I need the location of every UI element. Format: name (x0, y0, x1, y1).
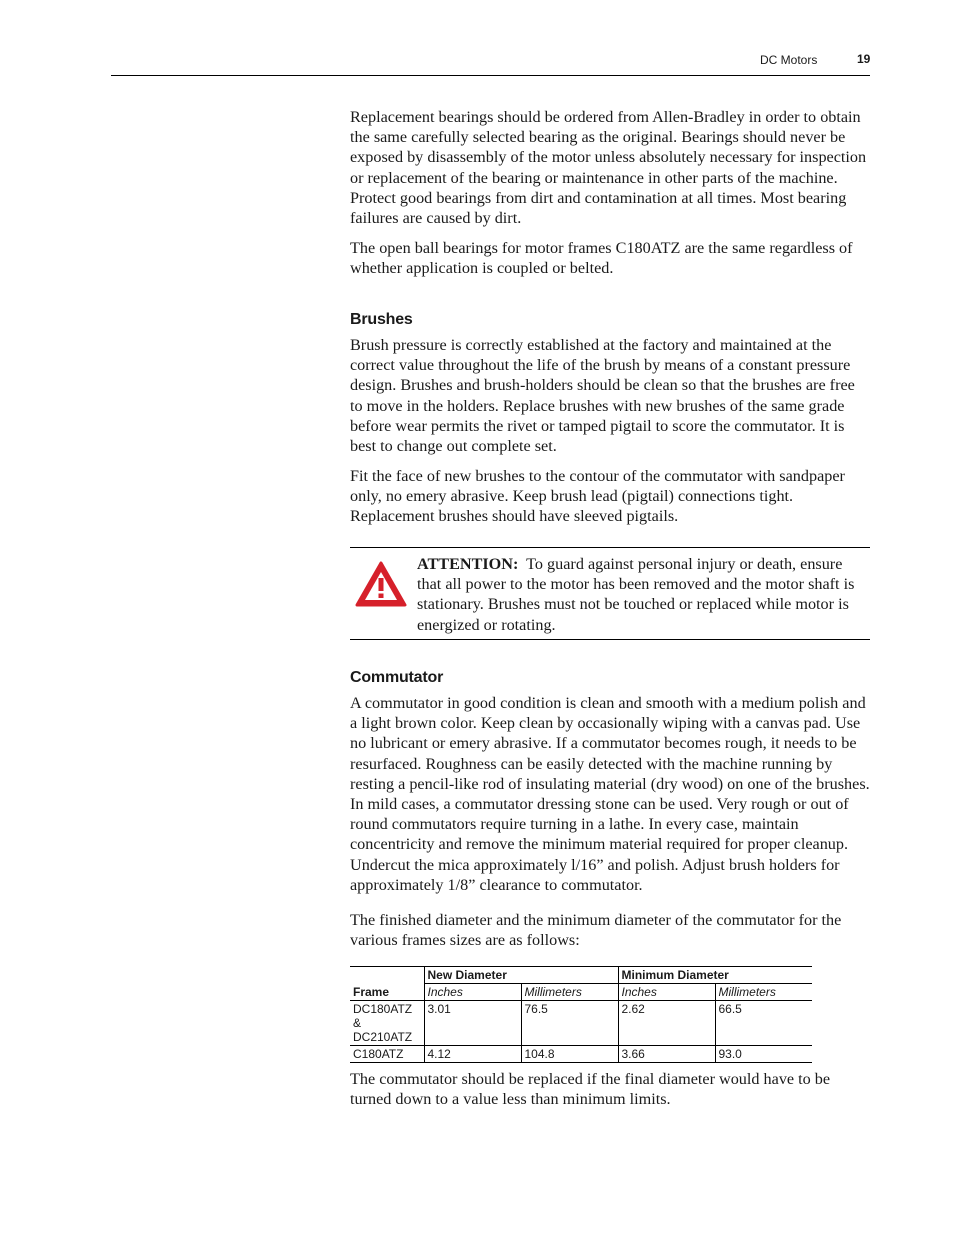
frame-column-header: Frame (350, 967, 424, 1001)
intro-paragraph-2-block (350, 238, 870, 278)
attention-notice (350, 547, 870, 640)
new-millimeters-cell: 104.8 (521, 1046, 618, 1063)
new-millimeters-cell: 76.5 (521, 1001, 618, 1046)
commutator-paragraph-3: The commutator should be replaced if the final diameter would have to be turned down to a value less than minimum limits. (350, 1070, 831, 1109)
table-header-row-groups (350, 967, 812, 984)
min-inches-cell: 2.62 (618, 1001, 715, 1046)
intro-paragraph-1-block (350, 107, 870, 228)
commutator-paragraph-1-block (350, 693, 870, 895)
min-millimeters-header: Millimeters (715, 984, 812, 1001)
min-millimeters-cell: 66.5 (715, 1001, 812, 1046)
warning-triangle-icon (354, 560, 408, 608)
new-diameter-header: New Diameter (424, 967, 618, 984)
frame-cell-line-1: DC180ATZ & (353, 1002, 413, 1030)
intro-paragraph-1: Replacement bearings should be ordered from Allen-Bradley in order to obtain the same carefully selected bearing as the original. Bearings should never be exposed by disassembly of the motor unless absolutely necessary for inspection or replacement of the bearing or maintenance in other parts of the machine. Protect good bearings from dirt and contamination at all times. Most bearing failures are caused by dirt. (350, 108, 867, 228)
brushes-paragraph-2-block (350, 466, 870, 527)
brushes-heading: Brushes (350, 311, 413, 328)
commutator-paragraph-3-block (350, 1069, 870, 1109)
attention-label: ATTENTION: (417, 555, 519, 573)
brushes-paragraph-1: Brush pressure is correctly established at the factory and maintained at the correct value throughout the life of the brush by means of a constant pressure design. Brushes and brush-holders should be clean so that the brushes are free to move in the holders. Replace brushes with new brushes of the same grade before wear permits the rivet or tamped pigtail to score the commutator. It is best to change out complete set. (350, 336, 855, 456)
commutator-heading: Commutator (350, 669, 444, 686)
new-inches-cell: 3.01 (424, 1001, 521, 1046)
intro-paragraph-2: The open ball bearings for motor frames C180ATZ are the same regardless of whether application is coupled or belted. (350, 239, 853, 278)
header-rule (111, 75, 870, 76)
brushes-heading-block (350, 311, 870, 329)
frame-cell: C180ATZ (350, 1046, 424, 1063)
minimum-diameter-header: Minimum Diameter (618, 967, 812, 984)
page-number: 19 (857, 52, 871, 66)
commutator-paragraph-1: A commutator in good condition is clean and smooth with a medium polish and a light brown color. Keep clean by occasionally wiping with a canvas pad. Use no lubricant or emery abrasive. If a commutator becomes rough, it needs to be resurfaced. Roughness can be easily detected with the machine running by resting a pencil-like rod of insulating material (dry wood) on one of the brushes. In mild cases, a commutator dressing stone can be used. Very rough or out of round commutators require turning in a lathe. In every case, maintain concentricity and remove the minimum material required for proper cleanup. Undercut the mica approximately l/16” and polish. Adjust brush holders for approximately 1/8” clearance to commutator. (350, 694, 870, 894)
running-header-section: DC Motors (760, 53, 818, 67)
table-row (350, 1001, 812, 1046)
frame-cell-line-2: DC210ATZ (353, 1030, 413, 1044)
commutator-paragraph-2-block (350, 910, 870, 950)
new-inches-header: Inches (424, 984, 521, 1001)
new-inches-cell: 4.12 (424, 1046, 521, 1063)
commutator-heading-block (350, 669, 870, 687)
attention-message: To guard against personal injury or death, ensure that all power to the motor has been removed and the motor shaft is stationary. Brushes must not be touched or replaced while motor is energized or rotating. (417, 555, 855, 634)
brushes-paragraph-1-block (350, 335, 870, 456)
attention-text (417, 554, 869, 635)
frame-cell (350, 1001, 424, 1046)
commutator-diameter-table (350, 966, 812, 1063)
new-millimeters-header: Millimeters (521, 984, 618, 1001)
commutator-paragraph-2: The finished diameter and the minimum diameter of the commutator for the various frames sizes are as follows: (350, 911, 842, 950)
min-inches-header: Inches (618, 984, 715, 1001)
table-row (350, 1046, 812, 1063)
min-millimeters-cell: 93.0 (715, 1046, 812, 1063)
brushes-paragraph-2: Fit the face of new brushes to the contour of the commutator with sandpaper only, no emery abrasive. Keep brush lead (pigtail) connections tight. Replacement brushes should have sleeved pigtails. (350, 467, 845, 526)
min-inches-cell: 3.66 (618, 1046, 715, 1063)
